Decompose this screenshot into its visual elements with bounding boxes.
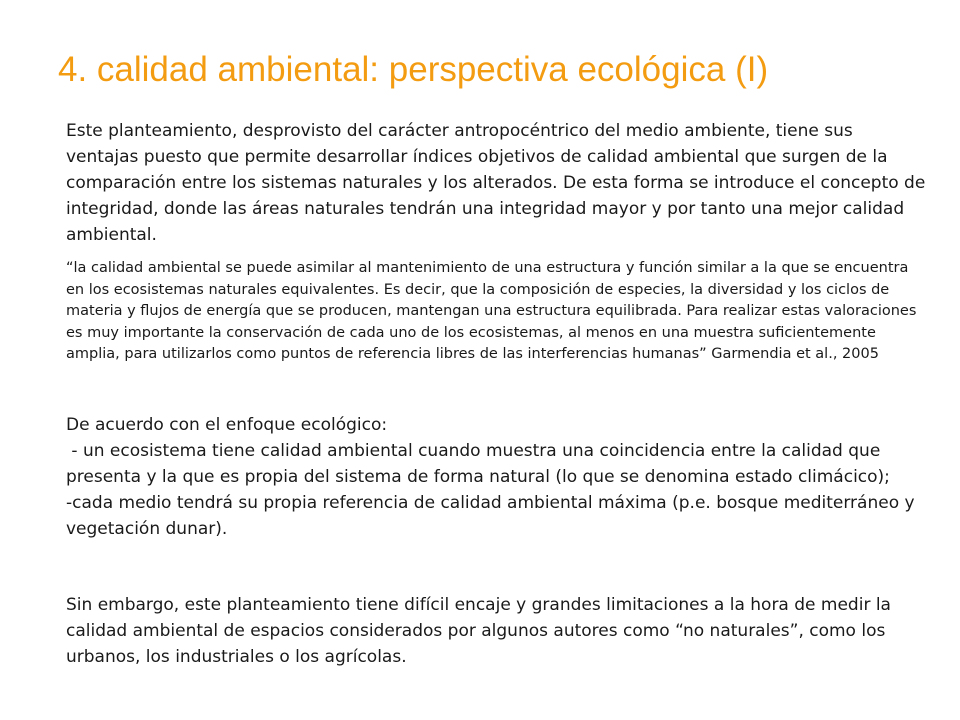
intro-paragraph: Este planteamiento, desprovisto del carácter antropocéntrico del medio ambiente, tiene sus ventajas puesto que permite desarrollar índices objetivos de calidad ambiental que surgen de la comparación entre los sistemas naturales y los alterados. De esta forma se introduce el concepto de integridad, donde las áreas naturales tendrán una integridad mayor y por tanto una mejor calidad ambiental. — [66, 121, 926, 245]
approach-point-1: - un ecosistema tiene calidad ambiental cuando muestra una coincidencia entre la calidad que presenta y la que es propia del sistema de forma natural (lo que se denomina estado climácico); — [66, 441, 890, 487]
ecological-approach-section — [66, 412, 926, 542]
approach-point-2: -cada medio tendrá su propia referencia de calidad ambiental máxima (p.e. bosque mediterráneo y vegetación dunar). — [66, 493, 915, 539]
approach-heading: De acuerdo con el enfoque ecológico: — [66, 415, 388, 435]
closing-paragraph: Sin embargo, este planteamiento tiene difícil encaje y grandes limitaciones a la hora de medir la calidad ambiental de espacios considerados por algunos autores como “no naturales”, como los urbanos, los industriales o los agrícolas. — [66, 595, 891, 667]
slide-title: 4. calidad ambiental: perspectiva ecológica (I) — [58, 50, 769, 89]
quote-paragraph: “la calidad ambiental se puede asimilar al mantenimiento de una estructura y función similar a la que se encuentra en los ecosistemas naturales equivalentes. Es decir, que la composición de especies, la diversidad y los ciclos de materia y flujos de energía que se producen, mantengan una estructura equilibrada. Para realizar estas valoraciones es muy importante la conservación de cada uno de los ecosistemas, al menos en una muestra suficientemente amplia, para utilizarlos como puntos de referencia libres de las interferencias humanas” Garmendia et al., 2005 — [66, 260, 917, 362]
